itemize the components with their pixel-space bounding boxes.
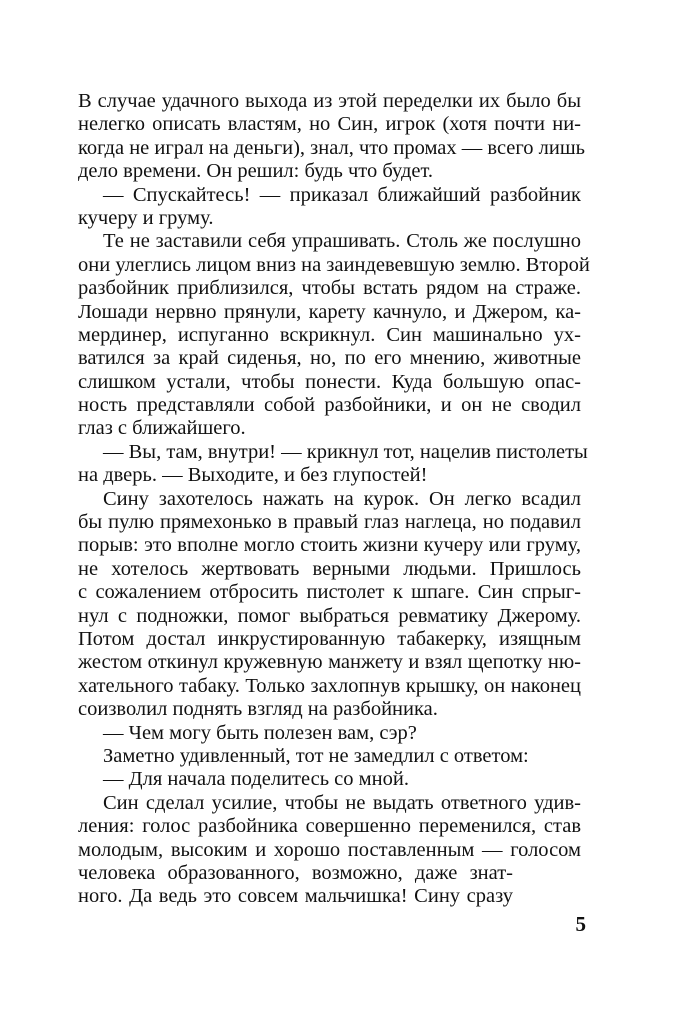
- text-line: не хотелось жертвовать верными людьми. Пришлось: [78, 557, 581, 580]
- text-line: Лошади нервно прянули, карету качнуло, и Джером, ка-: [78, 300, 581, 323]
- text-line: — Вы, там, внутри! — крикнул тот, нацелив пистолеты: [103, 440, 588, 463]
- text-line: дело времени. Он решил: будь что будет.: [78, 160, 434, 183]
- text-line: на дверь. — Выходите, и без глупостей!: [78, 464, 428, 487]
- text-line: разбойник приблизился, чтобы встать рядом на страже.: [78, 277, 581, 300]
- text-line: с сожалением отбросить пистолет к шпаге. Син спрыг-: [78, 581, 581, 604]
- text-line: — Чем могу быть полезен вам, сэр?: [103, 721, 417, 744]
- text-line: Син сделал усилие, чтобы не выдать ответного удив-: [103, 791, 581, 814]
- text-line: ления: голос разбойника совершенно переменился, став: [78, 815, 581, 838]
- text-line: Сину захотелось нажать на курок. Он легко всадил: [103, 487, 581, 510]
- text-line: Потом достал инкрустированную табакерку, изящным: [78, 627, 581, 650]
- text-line: ватился за край сиденья, но, по его мнению, животные: [78, 347, 581, 370]
- text-line: молодым, высоким и хорошо поставленным — голосом: [78, 838, 581, 861]
- text-line: когда не играл на деньги), знал, что промах — всего лишь: [78, 136, 585, 159]
- text-line: нул с подножки, помог выбраться ревматику Джерому.: [78, 604, 581, 627]
- text-line: нелегко описать властям, но Син, игрок (хотя почти ни-: [78, 113, 581, 136]
- page-number: 5: [575, 912, 586, 936]
- text-line: кучеру и груму.: [78, 206, 214, 229]
- text-line: — Для начала поделитесь со мной.: [103, 768, 409, 791]
- text-line: соизволил поднять взгляд на разбойника.: [78, 698, 438, 721]
- text-line: слишком устали, чтобы понести. Куда большую опас-: [78, 370, 581, 393]
- text-line: человека образованного, возможно, даже знат-: [78, 861, 513, 884]
- text-line: жестом откинул кружевную манжету и взял щепотку ню-: [78, 651, 581, 674]
- text-line: ного. Да ведь это совсем мальчишка! Сину сразу: [78, 885, 513, 908]
- text-line: порыв: это вполне могло стоить жизни кучеру или груму,: [78, 534, 581, 557]
- text-line: — Спускайтесь! — приказал ближайший разбойник: [103, 183, 581, 206]
- body-text: [78, 90, 590, 909]
- text-line: ность представляли собой разбойники, и он не сводил: [78, 394, 581, 417]
- text-line: Те не заставили себя упрашивать. Столь же послушно: [103, 230, 581, 253]
- text-line: бы пулю прямехонько в правый глаз наглеца, но подавил: [78, 511, 581, 534]
- text-line: они улеглись лицом вниз на заиндевевшую землю. Второй: [78, 253, 590, 276]
- text-line: хательного табаку. Только захлопнув крышку, он наконец: [78, 674, 581, 697]
- text-line: мердинер, испуганно вскрикнул. Син машинально ух-: [78, 323, 581, 346]
- text-line: глаз с ближайшего.: [78, 417, 246, 440]
- text-line: В случае удачного выхода из этой переделки их было бы: [78, 90, 581, 112]
- text-line: Заметно удивленный, тот не замедлил с ответом:: [103, 744, 529, 767]
